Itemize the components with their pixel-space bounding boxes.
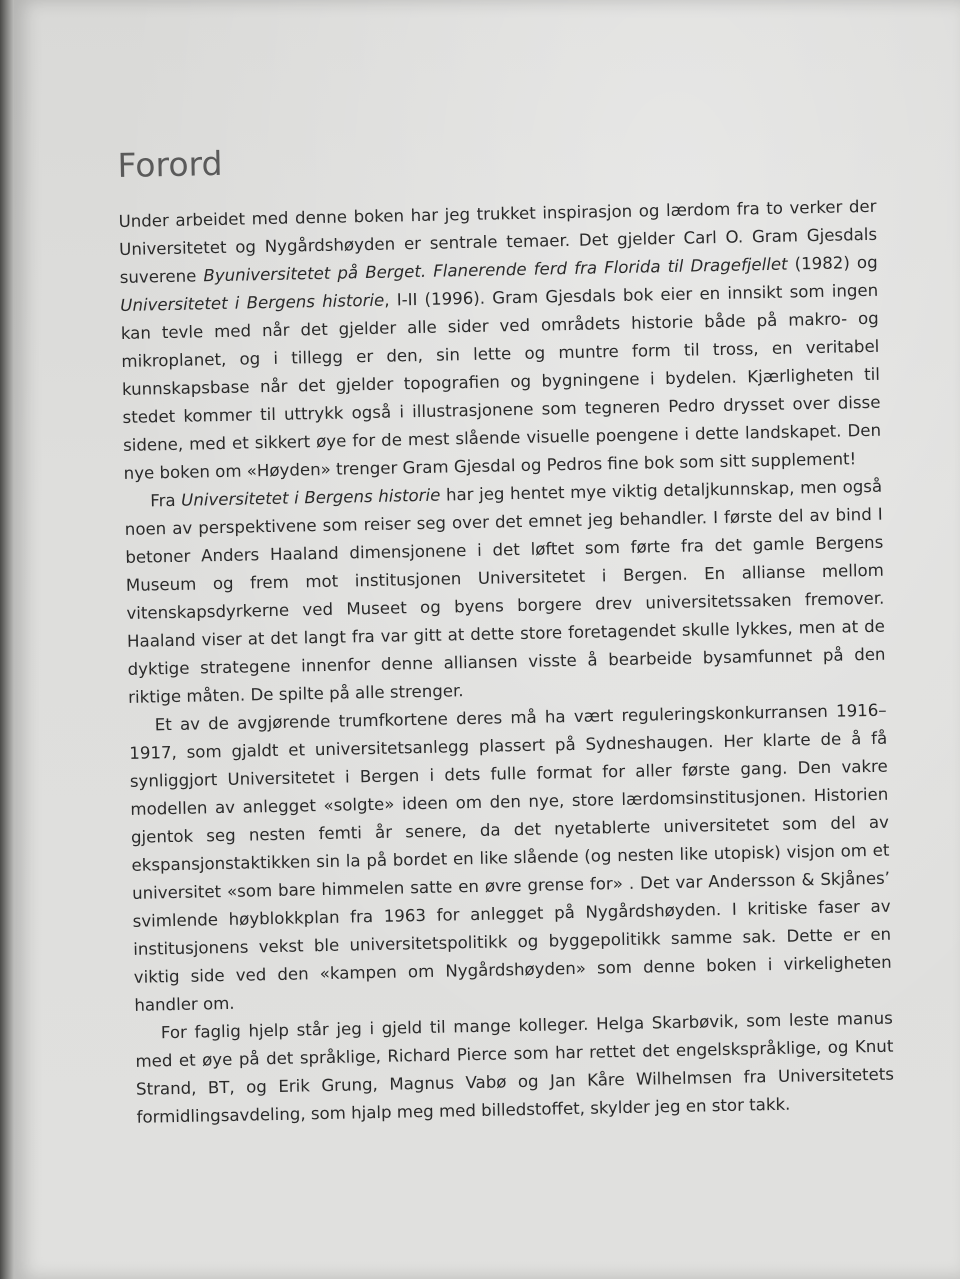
book-page xyxy=(14,0,960,1279)
paragraph-2 xyxy=(124,473,886,712)
italic-title-run: Byuniversitetet på Berget. Flanerende ferd fra Florida til Dragefjellet xyxy=(203,254,788,286)
text-run: , I-II (1996). Gram Gjesdals bok eier en innsikt som ingen kan tevle med når det gjelder alle sider ved områdets historie både på makro- og mikroplanet, og i tillegg er den, sin lette og muntre form til tross, en veritabel kunnskapsbase når det gjelder topografien og bygningene i bydelen. Kjærligheten til stedet kommer til uttrykk også i illustrasjonene som tegneren Pedro drysset over disse sidene, med et sikkert øye for de mest slående visuelle poengene i dette landskapet. Den nye boken om «Høyden» trenger Gram Gjesdal og Pedros fine bok som sitt supplement! xyxy=(120,280,882,483)
italic-title-run: Universitetet i Bergens historie xyxy=(120,290,385,315)
paragraph-3 xyxy=(128,697,892,1020)
text-run: (1982) og xyxy=(787,252,878,274)
text-run: Et av de avgjørende trumfkortene deres må ha vært reguleringskonkurransen 1916–1917, som gjaldt et universitetsanlegg plassert på Sydneshaugen. Her klarte de å få synliggjort Universitetet i Bergen i dets fulle format for aller første gang. Den vakre modellen av anlegget «solgte» ideen om den nye, store lærdomsinstitusjonen. Historien gjentok seg nesten femti år senere, da det nyetablerte universitetet som del av ekspansjonstaktikken sin la på bordet en like slående (og nesten like utopisk) visjon om et universitet «som bare himmelen satte en øvre grense for» . Det var Andersson & Skjånes’ svimlende høyblokkplan fra 1963 for anlegget på Nygårdshøyden. I kritiske faser av institusjonens vekst ble universitetspolitikk og byggepolitikk samme sak. Dette er en viktig side ved den «kampen om Nygårdshøyden» som denne boken i virkeligheten handler om. xyxy=(129,700,892,1015)
page-title: Forord xyxy=(117,143,223,185)
paragraph-1 xyxy=(118,193,881,488)
text-run: har jeg hentet mye viktig detaljkunnskap, men også noen av perspektivene som reiser seg over det emnet jeg behandler. I første del av bind I betoner Anders Haaland dimensjonene i det løftet som førte fra det gamle Bergens Museum og frem mot institusjonen Universitetet i Bergen. En allianse mellom vitenskapsdyrkerne ved Museet og byens borgere drev universitetssaken fremover. Haaland viser at det langt fra var gitt at dette store foretagendet skulle lykkes, men at de dyktige strategene innenfor denne alliansen visste å bearbeide bysamfunnet på den riktige måten. De spilte på alle strenger. xyxy=(124,476,886,707)
text-run: For faglig hjelp står jeg i gjeld til mange kolleger. Helga Skarbøvik, som leste manus med et øye på det språklige, Richard Pierce som har rettet det engelskspråklige, og Knut Strand, BT, og Erik Grung, Magnus Vabø og Jan Kåre Wilhelmsen fra Universitetets formidlingsavdeling, som hjalp meg med billedstoffet, skylder jeg en stor takk. xyxy=(135,1008,895,1127)
paragraph-4 xyxy=(135,1005,895,1132)
page-text-block xyxy=(117,125,895,1132)
text-run: Under arbeidet med denne boken har jeg trukket inspirasjon og lærdom fra to verker der Universitetet og Nygårdshøyden er sentrale temaer. Det gjelder Carl O. Gram Gjesdals suverene xyxy=(118,196,878,287)
text-run: Fra xyxy=(150,490,182,511)
italic-title-run: Universitetet i Bergens historie xyxy=(181,485,441,510)
